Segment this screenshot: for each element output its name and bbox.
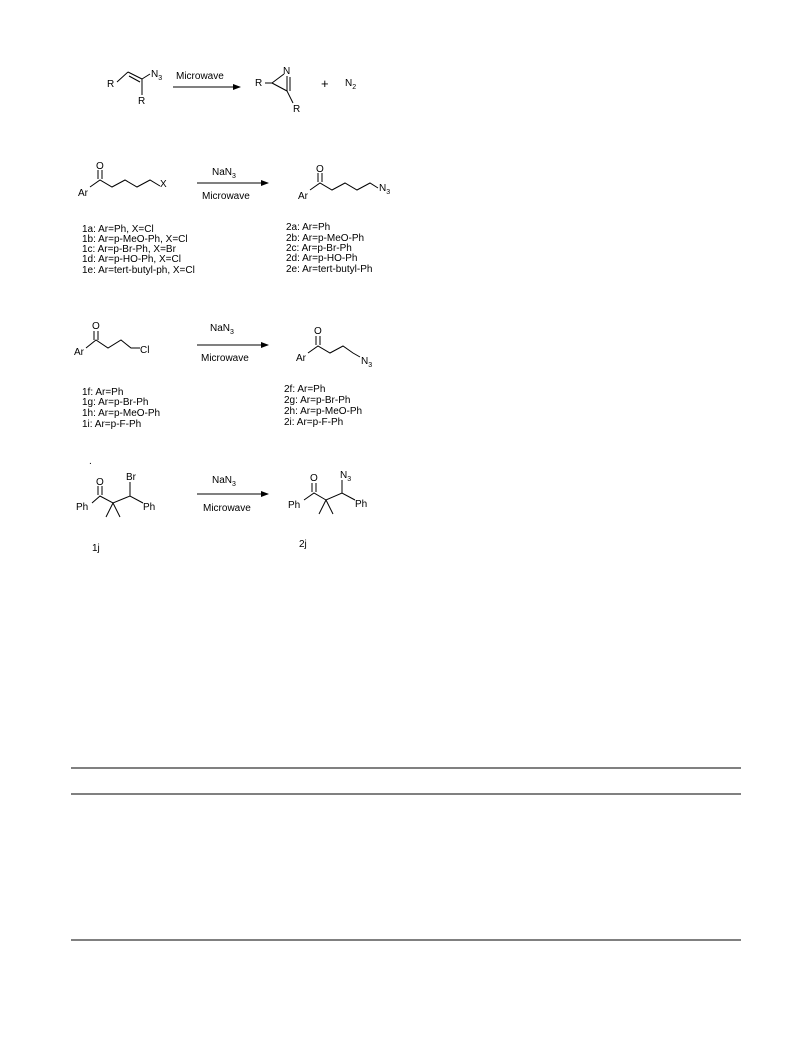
list-item: 1a: Ar=Ph, X=Cl — [82, 224, 154, 235]
scheme-4 — [76, 470, 367, 554]
nitrogen-n: N — [345, 78, 353, 89]
phenyl-label-r2: Ph — [143, 502, 156, 513]
list-item: 2g: Ar=p-Br-Ph — [284, 395, 351, 406]
carbonyl-oxygen-2: O — [96, 161, 104, 172]
conditions-label-2: Microwave — [202, 191, 250, 202]
product-list-2 — [286, 222, 372, 275]
compound-label-1j: 1j — [92, 543, 100, 554]
azirine-nitrogen: N — [283, 66, 291, 77]
azide-product-2j — [288, 470, 367, 550]
product-r-group-1: R — [255, 78, 263, 89]
azide-sub-p4: 3 — [347, 476, 352, 483]
reagent-main-2: NaN — [212, 167, 233, 178]
list-item: 1f: Ar=Ph — [82, 387, 124, 398]
carbonyl-oxygen-3: O — [92, 321, 100, 332]
reagent-label-4 — [212, 475, 236, 488]
bromide-reactant-1j — [76, 472, 155, 554]
azide-sub-p2: 3 — [386, 189, 391, 196]
chloroketone-reactant — [74, 321, 149, 358]
reactant-list-2 — [82, 224, 195, 276]
azidoketone-product-3 — [296, 326, 372, 369]
reagent-sub-2: 3 — [232, 173, 236, 180]
reagent-sub-4: 3 — [232, 481, 236, 488]
list-item: 2i: Ar=p-F-Ph — [284, 417, 344, 428]
reagent-sub-3: 3 — [230, 329, 234, 336]
leaving-group-label: X — [160, 179, 167, 190]
conditions-label-4: Microwave — [203, 503, 251, 514]
carbonyl-oxygen-p4: O — [310, 473, 318, 484]
phenyl-label-p2: Ph — [355, 499, 368, 510]
list-item: 1g: Ar=p-Br-Ph — [82, 397, 149, 408]
aryl-label-p3: Ar — [296, 353, 306, 364]
r-group-1: R — [107, 79, 115, 90]
haloketone-reactant — [78, 161, 167, 199]
azide-label-p3 — [361, 356, 372, 369]
scheme-2 — [78, 161, 390, 276]
list-item: 2c: Ar=p-Br-Ph — [286, 243, 352, 254]
carbonyl-oxygen-p2: O — [316, 164, 324, 175]
azirine-product — [255, 66, 300, 115]
phenyl-label-r1: Ph — [76, 502, 89, 513]
azide-sub: 3 — [158, 75, 163, 82]
reagent-main-4: NaN — [212, 475, 233, 486]
list-item: 2a: Ar=Ph — [286, 222, 331, 233]
carbonyl-oxygen-p3: O — [314, 326, 322, 337]
scheme-3 — [74, 321, 372, 430]
azide-n: N — [151, 69, 159, 80]
list-item: 1d: Ar=p-HO-Ph, X=Cl — [82, 254, 181, 265]
list-item: 1c: Ar=p-Br-Ph, X=Br — [82, 244, 176, 255]
compound-label-2j: 2j — [299, 539, 307, 550]
reagent-main-3: NaN — [210, 323, 231, 334]
nitrogen-gas-label — [345, 78, 356, 91]
stray-dot: . — [89, 456, 92, 467]
list-item: 1e: Ar=tert-butyl-ph, X=Cl — [82, 265, 195, 276]
plus-sign: + — [321, 76, 329, 91]
azide-n-p3: N — [361, 356, 369, 367]
phenyl-label-p1: Ph — [288, 500, 301, 511]
conditions-label-3: Microwave — [201, 353, 249, 364]
list-item: 2e: Ar=tert-butyl-Ph — [286, 264, 373, 275]
azide-label — [151, 69, 162, 82]
aryl-label-p2: Ar — [298, 191, 308, 202]
nitrogen-sub: 2 — [352, 84, 357, 91]
list-item: 2h: Ar=p-MeO-Ph — [284, 406, 363, 417]
reactant-list-3 — [82, 387, 160, 430]
bromine-label: Br — [126, 472, 136, 483]
azide-n-p2: N — [379, 183, 387, 194]
list-item: 1h: Ar=p-MeO-Ph — [82, 408, 161, 419]
reagent-label-2 — [212, 167, 236, 180]
aryl-label-2: Ar — [78, 188, 88, 199]
scheme-1 — [107, 66, 356, 115]
r-group-2: R — [138, 96, 146, 107]
aryl-label-3: Ar — [74, 347, 84, 358]
carbonyl-oxygen-4: O — [96, 477, 104, 488]
product-r-group-2: R — [293, 104, 301, 115]
list-item: 2d: Ar=p-HO-Ph — [286, 253, 358, 264]
azide-n-p4: N — [340, 470, 348, 481]
arrow-label-1: Microwave — [176, 71, 224, 82]
product-list-3 — [284, 384, 362, 428]
reagent-label-3 — [210, 323, 234, 336]
list-item: 1i: Ar=p-F-Ph — [82, 419, 142, 430]
azide-label-p2 — [379, 183, 390, 196]
azide-sub-p3: 3 — [368, 362, 373, 369]
list-item: 2f: Ar=Ph — [284, 384, 326, 395]
vinyl-azide-reactant — [107, 69, 162, 107]
chlorine-label: Cl — [140, 345, 150, 356]
list-item: 2b: Ar=p-MeO-Ph — [286, 233, 365, 244]
azidoketone-product-2 — [298, 164, 390, 202]
list-item: 1b: Ar=p-MeO-Ph, X=Cl — [82, 234, 188, 245]
